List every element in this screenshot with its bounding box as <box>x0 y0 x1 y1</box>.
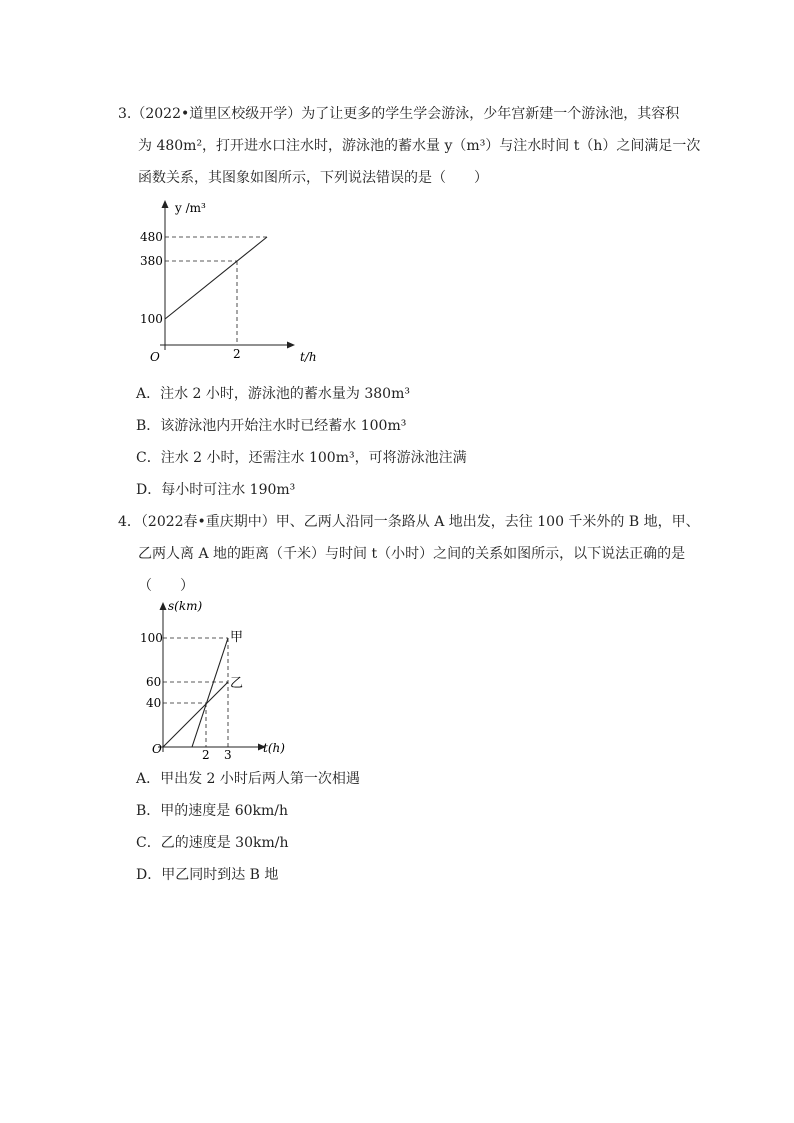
q3-option-b[interactable]: B．该游泳池内开始注水时已经蓄水 100m³ <box>136 418 407 434</box>
q4-y-tick-40: 40 <box>146 696 162 710</box>
q4-label-jia: 甲 <box>230 630 244 645</box>
q4-x-tick-3: 3 <box>224 748 232 762</box>
q4-x-axis-label: t(h) <box>263 741 285 755</box>
question-4-line-2: 乙两人离 A 地的距离（千米）与时间 t（小时）之间的关系如图所示，以下说法正确的是 <box>138 546 686 562</box>
q3-function-line <box>165 237 267 319</box>
q3-y-tick-100: 100 <box>140 312 163 326</box>
question-3 <box>118 98 701 194</box>
question-3-line-2: 为 480m²，打开进水口注水时，游泳池的蓄水量 y（m³）与注水时间 t（h）之间满足一次 <box>138 138 701 154</box>
question-4-line-3: （ ） <box>138 578 194 594</box>
q4-origin-label: O <box>152 742 162 756</box>
q4-x-tick-2: 2 <box>202 748 210 762</box>
q4-option-a[interactable]: A．甲出发 2 小时后两人第一次相遇 <box>136 771 360 787</box>
q4-label-yi: 乙 <box>230 676 244 691</box>
question-4-graph <box>130 595 300 760</box>
q3-y-tick-480: 480 <box>140 230 163 244</box>
q4-y-tick-60: 60 <box>146 675 162 689</box>
q3-option-d[interactable]: D．每小时可注水 190m³ <box>136 482 296 498</box>
q3-y-tick-380: 380 <box>140 254 163 268</box>
q4-y-axis-label: s(km) <box>168 599 203 613</box>
q3-option-c[interactable]: C．注水 2 小时，还需注水 100m³，可将游泳池注满 <box>136 450 467 466</box>
q4-option-c[interactable]: C．乙的速度是 30km/h <box>136 835 289 851</box>
q3-option-a[interactable]: A．注水 2 小时，游泳池的蓄水量为 380m³ <box>136 386 410 402</box>
question-3-line-3: 函数关系，其图象如图所示，下列说法错误的是（ ） <box>138 170 488 186</box>
q3-x-axis-arrow <box>287 342 295 349</box>
q4-y-axis-arrow <box>160 602 167 610</box>
q3-y-axis-label: y /m³ <box>175 201 206 215</box>
q4-y-tick-100: 100 <box>140 631 163 645</box>
question-4 <box>118 506 700 602</box>
question-4-line-1: 4．（2022春•重庆期中）甲、乙两人沿同一条路从 A 地出发，去往 100 千米外的 B 地，甲、 <box>118 514 700 530</box>
q3-origin-label: O <box>150 350 160 364</box>
q4-option-b[interactable]: B．甲的速度是 60km/h <box>136 803 289 819</box>
q4-option-d[interactable]: D．甲乙同时到达 B 地 <box>136 867 279 883</box>
q3-y-axis-arrow <box>162 200 169 208</box>
q3-x-tick-2: 2 <box>233 347 241 361</box>
q4-line-jia <box>192 638 228 747</box>
question-3-graph <box>130 195 340 370</box>
q3-x-axis-label: t/h <box>300 350 317 364</box>
question-3-line-1: 3.（2022•道里区校级开学）为了让更多的学生学会游泳，少年宫新建一个游泳池，其容积 <box>118 106 680 122</box>
